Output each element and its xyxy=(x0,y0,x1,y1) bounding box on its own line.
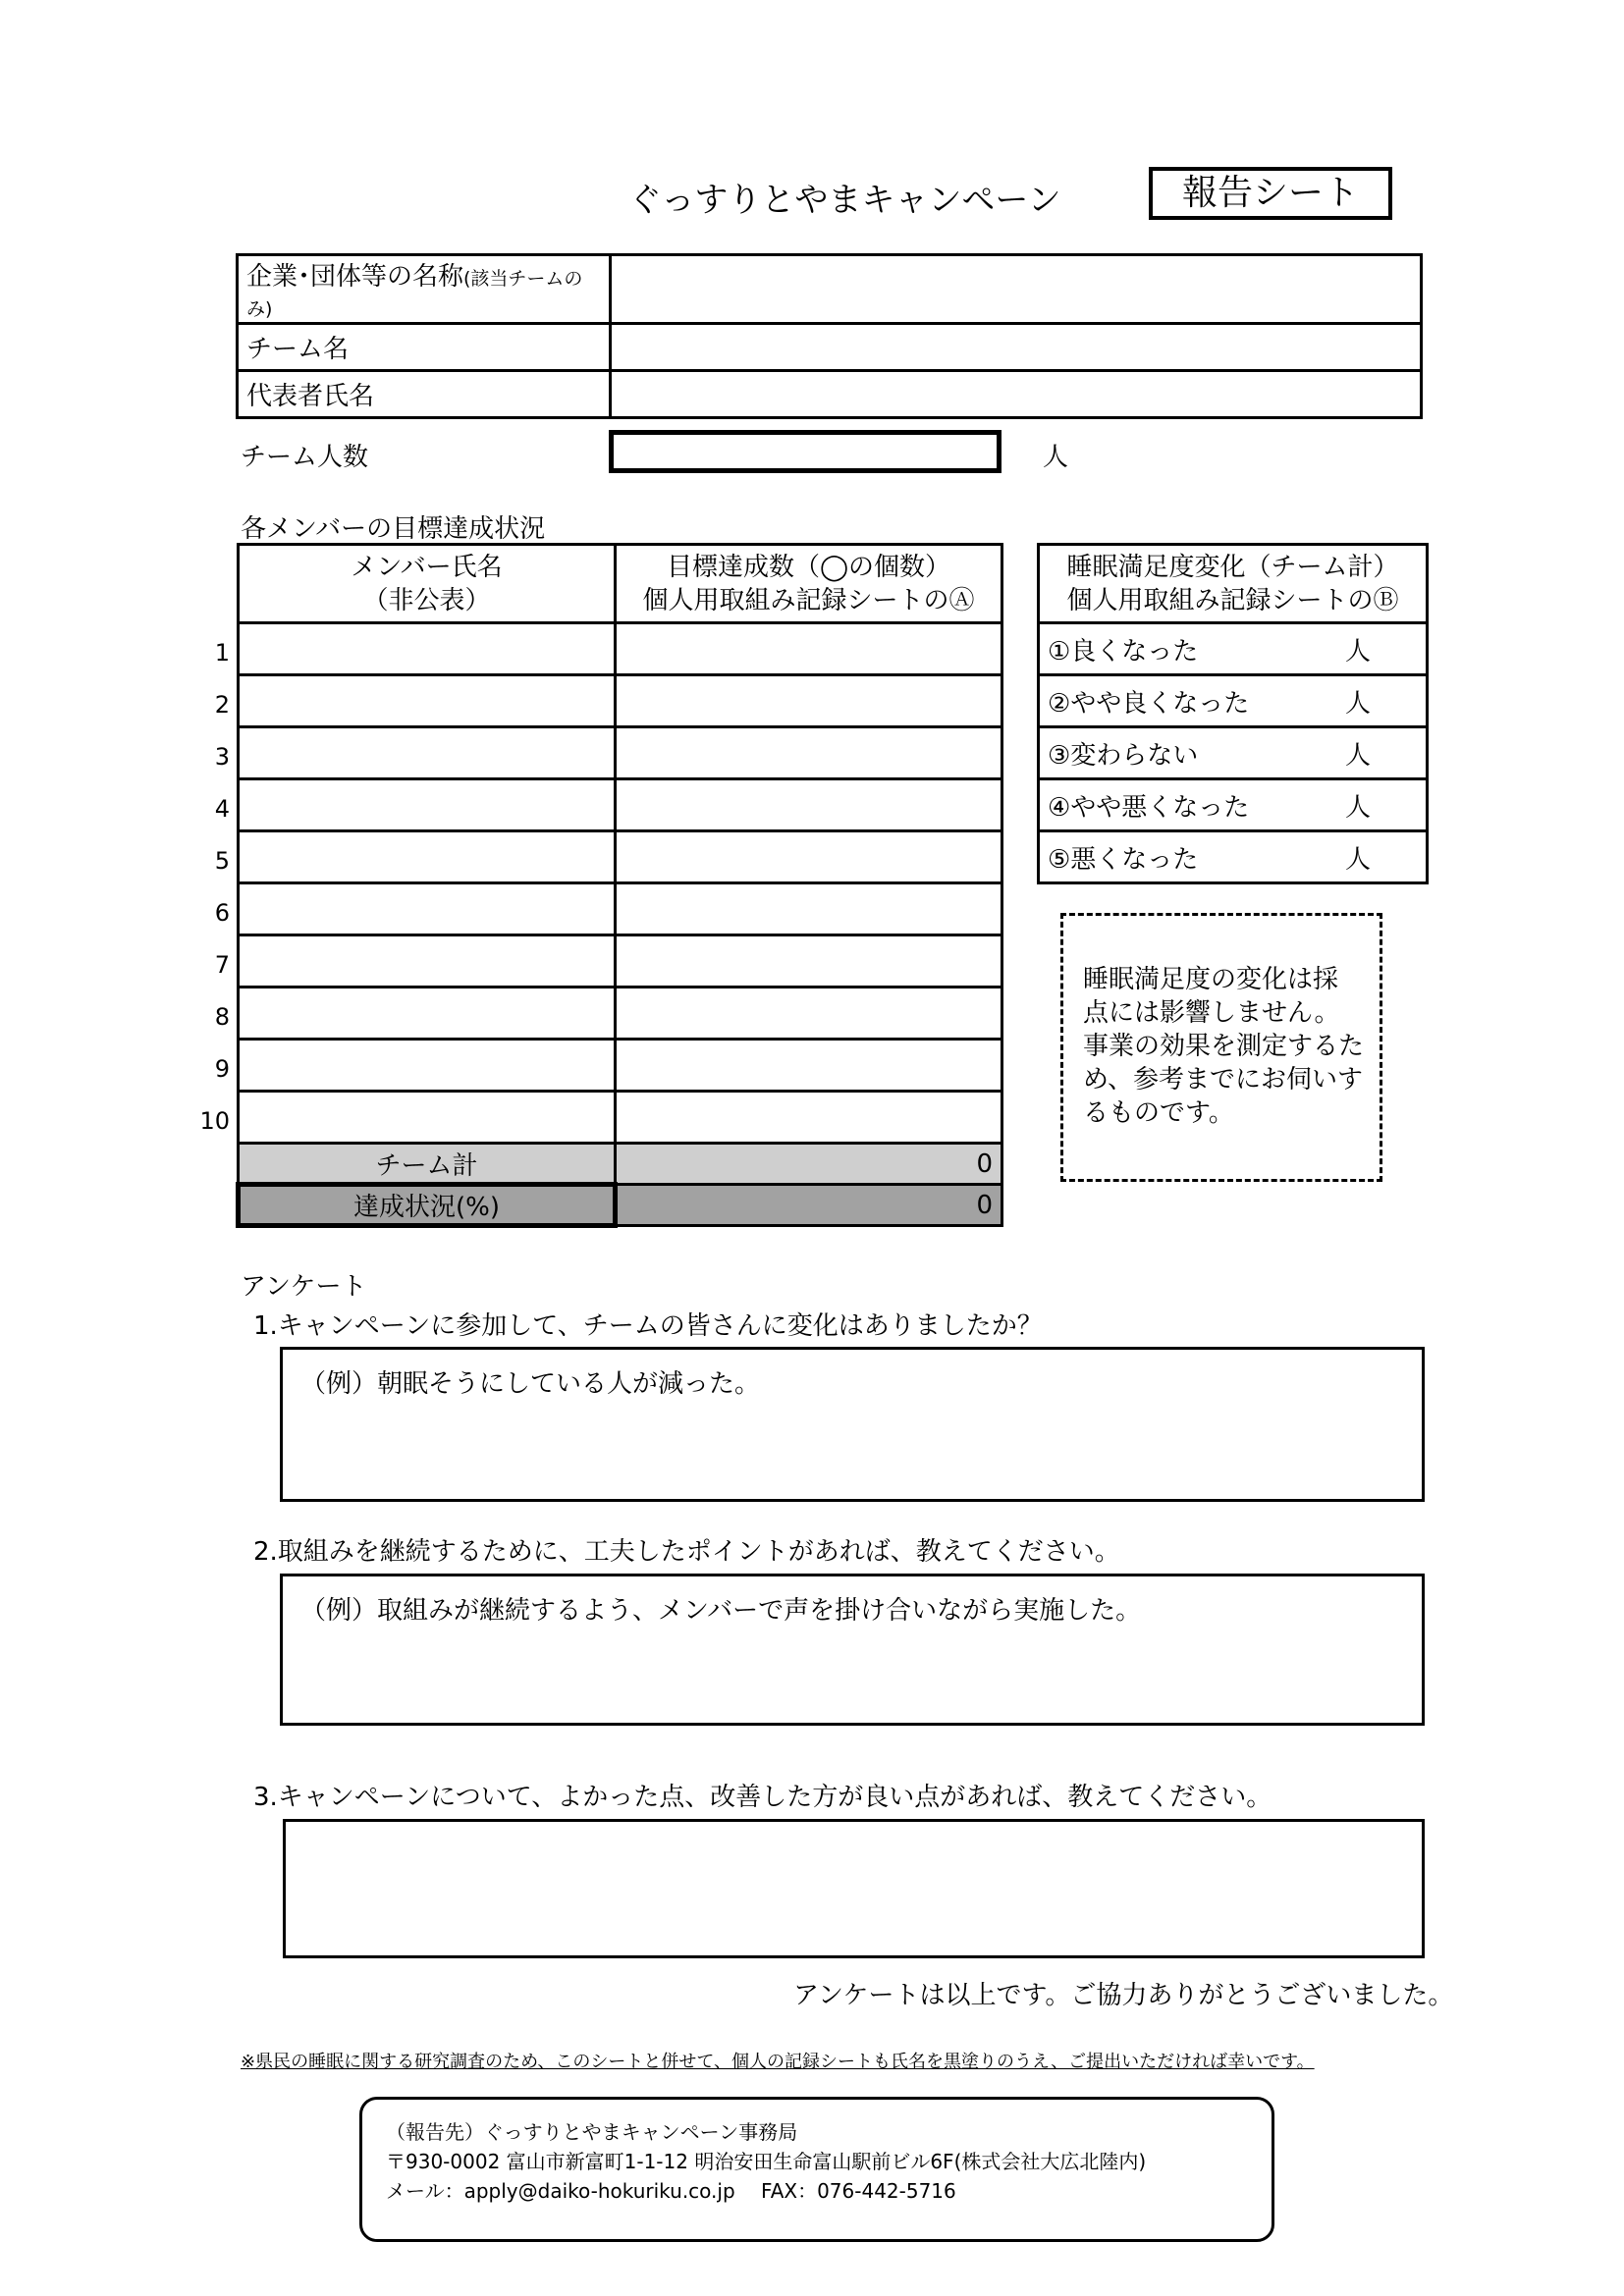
sleep-item-unchanged[interactable] xyxy=(1039,727,1428,779)
survey-answer-3-field[interactable] xyxy=(283,1819,1425,1958)
sheet-title: ぐっすりとやまキャンペーン xyxy=(628,181,1061,220)
team-count-label: チーム人数 xyxy=(241,443,369,472)
member-name-header-line1: メンバー氏名 xyxy=(351,552,503,582)
sleep-note-box xyxy=(1060,913,1382,1182)
org-name-field[interactable] xyxy=(611,255,1422,324)
row-number: 9 xyxy=(214,1055,230,1083)
note-line: 点には影響しません。 xyxy=(1083,998,1340,1028)
sleep-item-worse[interactable] xyxy=(1039,831,1428,883)
sleep-item-unit: 人 xyxy=(1344,844,1371,875)
survey-question-2: 2.取組みを継続するために、工夫したポイントがあれば、教えてください。 xyxy=(253,1537,1120,1567)
row-number: 3 xyxy=(214,743,230,771)
member-name-cell[interactable] xyxy=(239,935,616,988)
goal-count-cell[interactable] xyxy=(616,623,1002,675)
sleep-item-unit: 人 xyxy=(1344,688,1371,719)
survey-thanks: アンケートは以上です。ご協力ありがとうございました。 xyxy=(793,1981,1454,2010)
team-count-unit: 人 xyxy=(1043,443,1069,472)
sleep-item-unit: 人 xyxy=(1344,636,1371,667)
note-line: るものです。 xyxy=(1083,1098,1234,1128)
team-name-label: チーム名 xyxy=(238,324,611,371)
survey-answer-2-field[interactable] xyxy=(280,1574,1425,1726)
goal-count-cell[interactable] xyxy=(616,675,1002,727)
row-number: 2 xyxy=(214,691,230,719)
survey-answer-2-example: （例）取組みが継続するよう、メンバーで声を掛け合いながら実施した。 xyxy=(300,1596,1142,1626)
member-name-header xyxy=(239,545,616,623)
row-number: 7 xyxy=(214,951,230,979)
members-section-label: 各メンバーの目標達成状況 xyxy=(241,514,546,544)
survey-answer-1-field[interactable] xyxy=(280,1347,1425,1502)
member-name-header-line2: （非公表） xyxy=(362,585,491,615)
member-name-cell[interactable] xyxy=(239,988,616,1040)
org-name-note: (該当チームのみ) xyxy=(246,268,583,320)
sleep-header-line1: 睡眠満足度変化（チーム計） xyxy=(1066,552,1399,582)
representative-name-label: 代表者氏名 xyxy=(238,371,611,418)
team-info-table xyxy=(236,253,1423,419)
goal-count-header-line2: 個人用取組み記録シートのⒶ xyxy=(642,585,975,615)
sleep-item-slightly-improved[interactable] xyxy=(1039,675,1428,727)
survey-question-1: 1.キャンペーンに参加して、チームの皆さんに変化はありましたか？ xyxy=(253,1311,1043,1341)
sleep-satisfaction-table xyxy=(1037,543,1429,884)
goal-count-cell[interactable] xyxy=(616,1040,1002,1092)
members-table xyxy=(236,543,1003,1228)
note-line: 事業の効果を測定するた xyxy=(1083,1032,1365,1061)
survey-answer-1-example: （例）朝眠そうにしている人が減った。 xyxy=(300,1369,761,1399)
sleep-item-unit: 人 xyxy=(1344,740,1371,771)
representative-name-field[interactable] xyxy=(611,371,1422,418)
address-line-office: （報告先）ぐっすりとやまキャンペーン事務局 xyxy=(386,2120,798,2144)
sleep-item-label: ④やや悪くなった xyxy=(1048,792,1250,823)
sleep-item-label: ②やや良くなった xyxy=(1048,688,1250,719)
team-total-label: チーム計 xyxy=(239,1144,616,1185)
org-name-label xyxy=(238,255,611,324)
note-line: め、参考までにお伺いす xyxy=(1083,1065,1363,1095)
team-total-value: 0 xyxy=(616,1144,1002,1185)
sleep-satisfaction-header xyxy=(1039,545,1428,623)
team-count-field[interactable] xyxy=(609,430,1001,473)
survey-title: アンケート xyxy=(241,1272,367,1302)
sleep-header-line2: 個人用取組み記録シートのⒷ xyxy=(1066,585,1399,615)
goal-count-cell[interactable] xyxy=(616,988,1002,1040)
footnote: ※県民の睡眠に関する研究調査のため、このシートと併せて、個人の記録シートも氏名を黒塗りのうえ、ご提出いただければ幸いです。 xyxy=(241,2052,1315,2072)
sleep-item-label: ③変わらない xyxy=(1048,740,1199,771)
contact-address-box xyxy=(359,2097,1274,2242)
sleep-item-slightly-worse[interactable] xyxy=(1039,779,1428,831)
achievement-ratio-value: 0 xyxy=(616,1185,1002,1226)
row-number: 10 xyxy=(199,1107,230,1135)
goal-count-cell[interactable] xyxy=(616,1092,1002,1144)
survey-question-3: 3.キャンペーンについて、よかった点、改善した方が良い点があれば、教えてください。 xyxy=(253,1783,1272,1812)
team-name-field[interactable] xyxy=(611,324,1422,371)
address-line-postal: 〒930-0002 富山市新富町1-1-12 明治安田生命富山駅前ビル6F(株式会社大広北陸内) xyxy=(386,2150,1147,2173)
row-number: 4 xyxy=(214,795,230,823)
member-name-cell[interactable] xyxy=(239,727,616,779)
goal-count-header xyxy=(616,545,1002,623)
note-line: 睡眠満足度の変化は採 xyxy=(1083,965,1339,994)
goal-count-cell[interactable] xyxy=(616,727,1002,779)
member-name-cell[interactable] xyxy=(239,883,616,935)
org-name-label-text: 企業･団体等の名称 xyxy=(246,262,464,292)
sleep-item-improved[interactable] xyxy=(1039,623,1428,675)
member-name-cell[interactable] xyxy=(239,831,616,883)
row-number: 8 xyxy=(214,1003,230,1031)
member-name-cell[interactable] xyxy=(239,623,616,675)
address-line-contact: メール：apply@daiko-hokuriku.co.jp FAX：076-442-5716 xyxy=(386,2179,956,2203)
goal-count-cell[interactable] xyxy=(616,779,1002,831)
member-name-cell[interactable] xyxy=(239,779,616,831)
member-name-cell[interactable] xyxy=(239,1040,616,1092)
sleep-item-unit: 人 xyxy=(1344,792,1371,823)
row-number: 5 xyxy=(214,847,230,875)
member-name-cell[interactable] xyxy=(239,675,616,727)
achievement-ratio-label: 達成状況(%) xyxy=(239,1185,616,1226)
row-number: 6 xyxy=(214,899,230,927)
goal-count-cell[interactable] xyxy=(616,935,1002,988)
sleep-item-label: ①良くなった xyxy=(1048,636,1199,667)
report-sheet-badge: 報告シート xyxy=(1149,167,1392,220)
row-number: 1 xyxy=(214,639,230,667)
member-name-cell[interactable] xyxy=(239,1092,616,1144)
goal-count-header-line1: 目標達成数（◯の個数） xyxy=(666,552,951,582)
sleep-item-label: ⑤悪くなった xyxy=(1048,844,1199,875)
goal-count-cell[interactable] xyxy=(616,831,1002,883)
goal-count-cell[interactable] xyxy=(616,883,1002,935)
